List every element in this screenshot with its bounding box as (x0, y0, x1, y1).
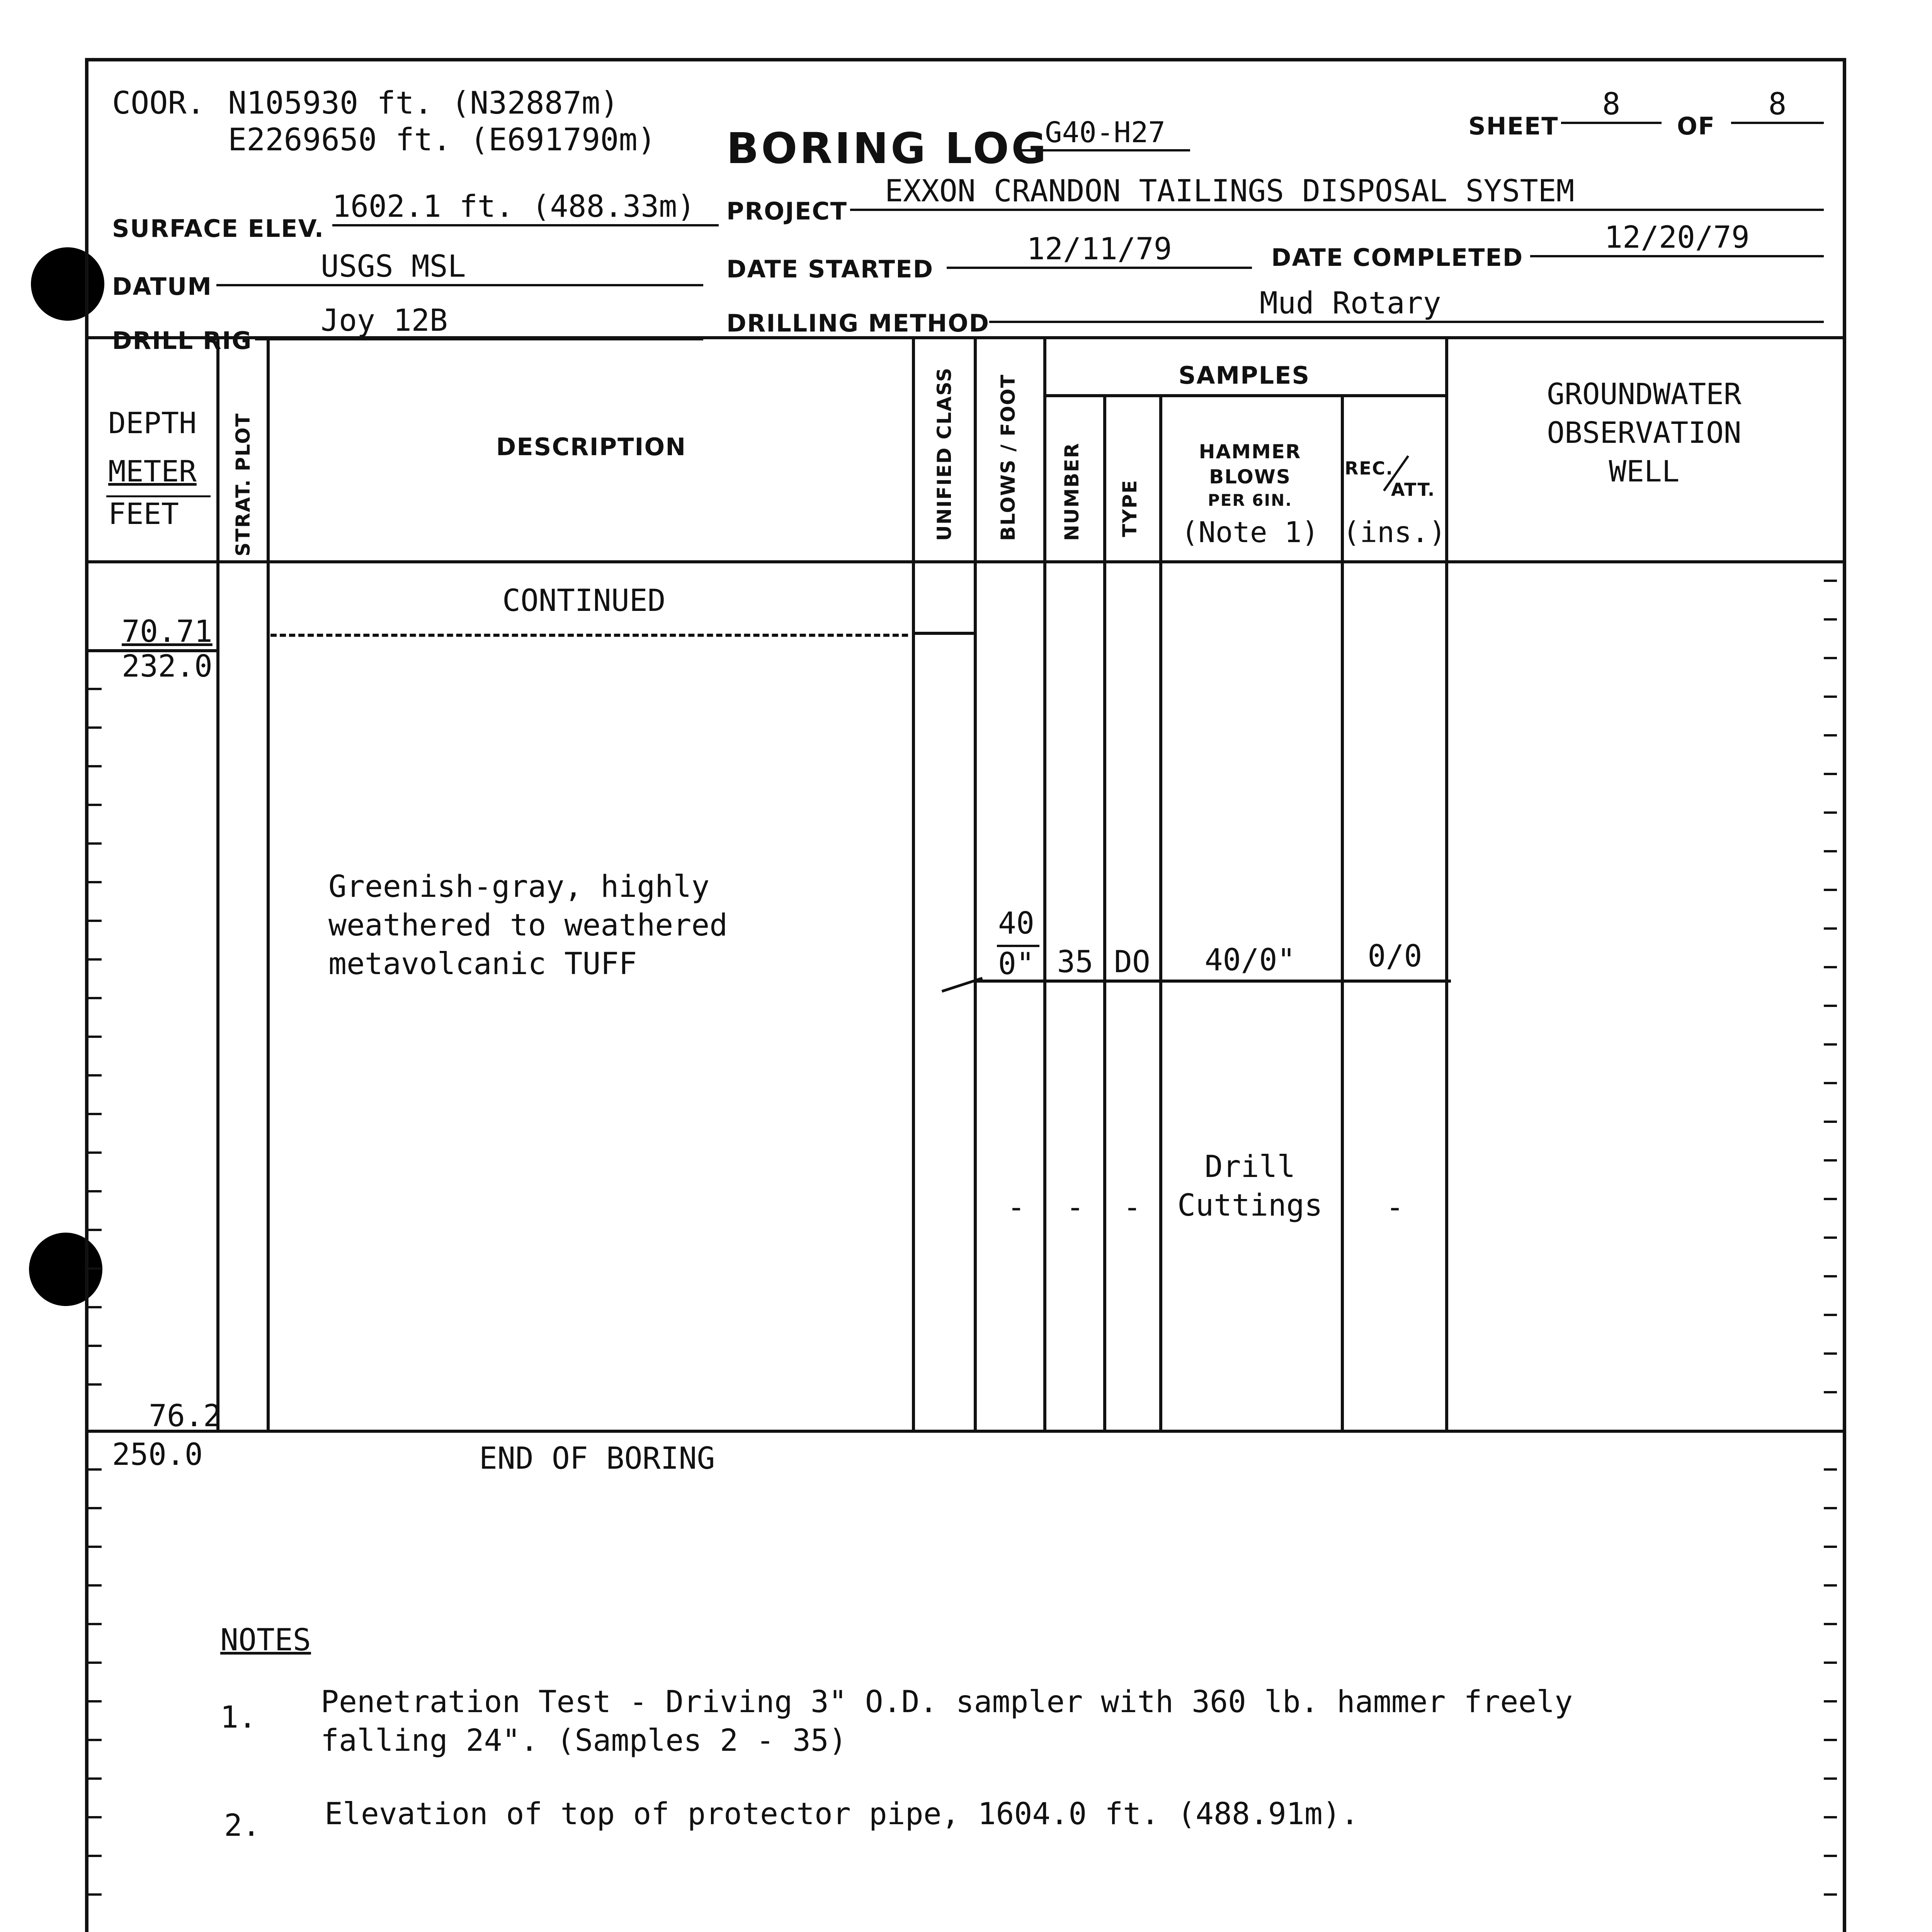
depth-tick (88, 804, 102, 806)
date-started-value: 12/11/79 (947, 232, 1252, 269)
depth-tick (88, 1584, 102, 1587)
sample-type: DO (1114, 945, 1150, 980)
end-of-boring-rule (87, 1430, 1843, 1433)
blows-bottom: 0" (998, 947, 1034, 981)
bottom-depth-meter: 76.2 (149, 1399, 221, 1434)
description-line-1: Greenish-gray, highly (328, 869, 710, 904)
right-tick (1824, 1855, 1837, 1857)
depth-tick (88, 688, 102, 690)
hammer-blows-value: 40/0" (1204, 943, 1296, 978)
continued-label: CONTINUED (502, 583, 666, 618)
depth-tick (88, 765, 102, 767)
note-1-line-1: Penetration Test - Driving 3" O.D. sampler with 360 lb. hammer freely (321, 1685, 1573, 1719)
depth-tick (88, 1151, 102, 1154)
coor-north: N105930 ft. (N32887m) (228, 85, 619, 121)
depth-tick (88, 1739, 102, 1741)
depth-tick (88, 1546, 102, 1548)
right-tick (1824, 889, 1837, 891)
depth-tick (88, 920, 102, 922)
rule-header-top (87, 336, 1843, 339)
col-line-blows (1043, 336, 1046, 1430)
right-tick (1824, 1739, 1837, 1741)
col-line-number (1103, 394, 1106, 1430)
drill-rig-label: DRILL RIG (112, 327, 252, 355)
boring-id: G40-H27 (1020, 116, 1190, 151)
right-tick (1824, 618, 1837, 621)
drill-cuttings-line-2: Cuttings (1177, 1188, 1323, 1223)
surface-elev-label: SURFACE ELEV. (112, 214, 325, 243)
col-line-description (912, 336, 915, 1430)
col-line-strat (267, 336, 270, 1430)
right-tick (1824, 850, 1837, 852)
unified-top-rule (912, 632, 976, 635)
continued-dashed-line (270, 634, 908, 637)
col-depth: DEPTH (108, 406, 197, 440)
col-samples: SAMPLES (1178, 361, 1310, 389)
col-line-depth (216, 336, 219, 1430)
sheet-number: 8 (1561, 87, 1662, 124)
col-type: TYPE (1119, 479, 1141, 537)
drilling-method-value: Mud Rotary (989, 286, 1824, 323)
depth-tick (88, 1777, 102, 1780)
right-tick (1824, 657, 1837, 659)
note-1-line-2: falling 24". (Samples 2 - 35) (321, 1723, 847, 1758)
right-tick (1824, 1584, 1837, 1587)
sample-number: 35 (1057, 945, 1094, 980)
right-tick (1824, 811, 1837, 814)
sheet-total: 8 (1731, 87, 1824, 124)
note-2-line-1: Elevation of top of protector pipe, 1604.0 ft. (488.91m). (325, 1797, 1359, 1832)
depth-tick (88, 1468, 102, 1471)
depth-tick (88, 1816, 102, 1818)
depth-tick (88, 1383, 102, 1386)
depth-tick (88, 1267, 102, 1270)
cuttings-dash-rec: - (1386, 1190, 1404, 1225)
right-tick (1824, 1198, 1837, 1200)
drill-cuttings-line-1: Drill (1204, 1150, 1296, 1184)
top-depth-meter: 70.71 (122, 614, 213, 649)
right-tick (1824, 1391, 1837, 1393)
col-number: NUMBER (1061, 442, 1083, 541)
right-tick (1824, 1662, 1837, 1664)
depth-tick (88, 1893, 102, 1896)
note-2-number: 2. (224, 1808, 260, 1843)
cuttings-dash-number: - (1066, 1190, 1084, 1225)
cuttings-dash-type: - (1123, 1190, 1141, 1225)
col-rec-units: (ins.) (1343, 516, 1446, 549)
right-tick (1824, 1816, 1837, 1818)
description-line-2: weathered to weathered (328, 908, 728, 943)
coor-east: E2269650 ft. (E691790m) (228, 122, 656, 158)
depth-tick (88, 726, 102, 729)
of-label: OF (1677, 112, 1716, 140)
drilling-method-label: DRILLING METHOD (726, 309, 990, 337)
right-tick (1824, 1314, 1837, 1316)
right-tick (1824, 966, 1837, 968)
depth-tick (88, 1855, 102, 1857)
drill-rig-value: Joy 12B (255, 303, 703, 340)
right-tick (1824, 696, 1837, 698)
col-feet: FEET (108, 497, 179, 531)
depth-tick (88, 1623, 102, 1625)
col-strat-plot: STRAT. PLOT (232, 413, 254, 556)
right-tick (1824, 1623, 1837, 1625)
depth-tick (88, 1229, 102, 1231)
coor-label: COOR. (112, 85, 205, 121)
notes-title: NOTES (220, 1623, 311, 1658)
right-tick (1824, 1043, 1837, 1046)
right-tick (1824, 1236, 1837, 1239)
depth-tick (88, 1113, 102, 1115)
end-of-boring-label: END OF BORING (479, 1441, 715, 1476)
datum-label: DATUM (112, 272, 212, 301)
top-depth-feet: 232.0 (122, 649, 213, 684)
depth-tick (88, 1507, 102, 1509)
col-description: DESCRIPTION (496, 433, 687, 461)
datum-value: USGS MSL (216, 249, 703, 286)
project-value: EXXON CRANDON TAILINGS DISPOSAL SYSTEM (850, 174, 1824, 211)
col-unified-class: UNIFIED CLASS (933, 367, 956, 541)
depth-tick (88, 1190, 102, 1192)
right-tick (1824, 1082, 1837, 1084)
col-line-rec (1445, 336, 1448, 1430)
col-gw-3: WELL (1609, 454, 1680, 488)
right-tick (1824, 1468, 1837, 1471)
col-att: ATT. (1391, 479, 1435, 500)
note-1-number: 1. (220, 1700, 257, 1735)
col-line-type (1159, 394, 1162, 1430)
depth-tick (88, 958, 102, 961)
col-hammer-note: (Note 1) (1181, 516, 1319, 549)
right-tick (1824, 1546, 1837, 1548)
right-tick (1824, 734, 1837, 736)
col-line-unified (974, 336, 977, 1430)
sample-interval-rule (974, 980, 1451, 983)
col-line-hammer (1341, 394, 1344, 1430)
col-gw-1: GROUNDWATER (1547, 377, 1742, 411)
depth-tick (88, 881, 102, 883)
right-tick (1824, 1507, 1837, 1509)
sheet-label: SHEET (1468, 112, 1559, 140)
right-tick (1824, 1005, 1837, 1007)
date-started-label: DATE STARTED (726, 255, 934, 283)
date-completed-value: 12/20/79 (1530, 220, 1824, 257)
right-tick (1824, 1275, 1837, 1277)
right-tick (1824, 927, 1837, 930)
cuttings-dash-blows: - (1007, 1190, 1026, 1225)
surface-elev-value: 1602.1 ft. (488.33m) (332, 189, 719, 226)
description-line-3: metavolcanic TUFF (328, 947, 637, 981)
right-tick (1824, 1777, 1837, 1780)
right-tick (1824, 1159, 1837, 1162)
depth-tick (88, 1345, 102, 1347)
rec-att-value: 0/0 (1367, 939, 1422, 974)
col-hammer-3: PER 6IN. (1208, 491, 1293, 510)
col-meter: METER (108, 454, 197, 488)
depth-tick (88, 1662, 102, 1664)
right-tick (1824, 1121, 1837, 1123)
right-tick (1824, 1700, 1837, 1702)
meter-feet-rule (106, 495, 211, 497)
col-hammer-2: BLOWS (1209, 466, 1291, 488)
depth-tick (88, 1700, 102, 1702)
depth-tick (88, 1306, 102, 1308)
col-gw-2: OBSERVATION (1547, 415, 1742, 450)
blows-top: 40 (998, 906, 1034, 941)
col-rec: REC. (1345, 458, 1394, 479)
right-tick (1824, 580, 1837, 582)
right-tick (1824, 773, 1837, 775)
depth-tick (88, 1036, 102, 1038)
form-title: BORING LOG (726, 124, 1049, 173)
project-label: PROJECT (726, 197, 848, 225)
col-hammer-1: HAMMER (1199, 440, 1301, 463)
depth-tick (88, 1074, 102, 1077)
depth-tick (88, 842, 102, 845)
date-completed-label: DATE COMPLETED (1271, 243, 1524, 272)
right-tick (1824, 1352, 1837, 1355)
depth-tick (88, 997, 102, 999)
right-tick (1824, 1893, 1837, 1896)
bottom-depth-feet: 250.0 (112, 1437, 203, 1472)
rule-header-bottom (87, 560, 1843, 563)
col-blows-foot: BLOWS / FOOT (997, 374, 1019, 541)
